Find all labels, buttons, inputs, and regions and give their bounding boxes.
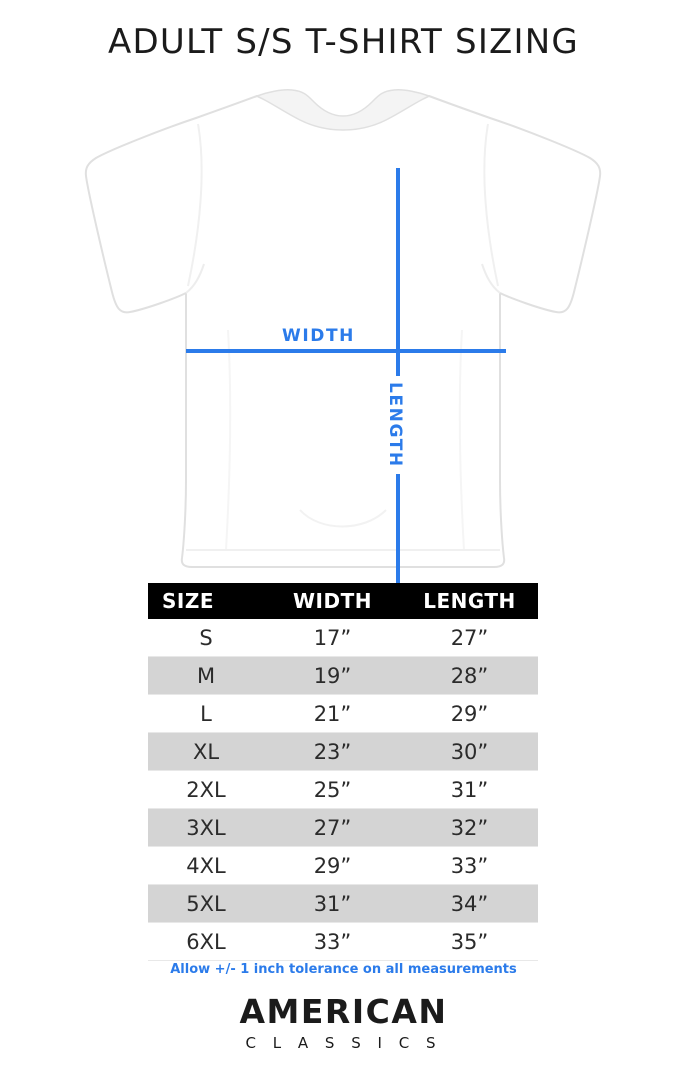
cell-size: XL	[148, 733, 264, 771]
cell-length: 32”	[401, 809, 538, 847]
length-label: LENGTH	[385, 376, 405, 474]
cell-length: 27”	[401, 619, 538, 657]
cell-width: 17”	[264, 619, 401, 657]
cell-size: S	[148, 619, 264, 657]
cell-length: 29”	[401, 695, 538, 733]
header-width: WIDTH	[264, 583, 401, 619]
cell-width: 31”	[264, 885, 401, 923]
table-row	[148, 847, 538, 885]
cell-size: L	[148, 695, 264, 733]
cell-length: 30”	[401, 733, 538, 771]
table-row	[148, 657, 538, 695]
cell-size: M	[148, 657, 264, 695]
size-table-head	[148, 583, 538, 619]
cell-length: 33”	[401, 847, 538, 885]
cell-width: 23”	[264, 733, 401, 771]
table-row	[148, 695, 538, 733]
cell-width: 33”	[264, 923, 401, 961]
tshirt-diagram	[0, 80, 687, 570]
header-length: LENGTH	[401, 583, 538, 619]
brand-subtitle: C L A S S I C S	[245, 1034, 442, 1052]
cell-width: 21”	[264, 695, 401, 733]
table-row	[148, 733, 538, 771]
table-row	[148, 885, 538, 923]
cell-width: 25”	[264, 771, 401, 809]
table-row	[148, 619, 538, 657]
table-row	[148, 809, 538, 847]
cell-size: 2XL	[148, 771, 264, 809]
cell-length: 31”	[401, 771, 538, 809]
cell-size: 3XL	[148, 809, 264, 847]
cell-size: 6XL	[148, 923, 264, 961]
width-measure-line	[186, 349, 506, 353]
table-header-row	[148, 583, 538, 619]
width-label: WIDTH	[276, 326, 361, 346]
size-table	[148, 583, 538, 961]
cell-width: 19”	[264, 657, 401, 695]
table-row	[148, 771, 538, 809]
cell-size: 5XL	[148, 885, 264, 923]
cell-width: 29”	[264, 847, 401, 885]
table-row	[148, 923, 538, 961]
tolerance-note: Allow +/- 1 inch tolerance on all measurements	[170, 962, 517, 977]
cell-length: 34”	[401, 885, 538, 923]
brand-name: AMERICAN	[239, 992, 448, 1031]
cell-length: 35”	[401, 923, 538, 961]
size-table-body	[148, 619, 538, 961]
cell-width: 27”	[264, 809, 401, 847]
header-size: SIZE	[148, 583, 264, 619]
tshirt-illustration	[0, 80, 687, 570]
size-table-container	[148, 583, 538, 961]
cell-length: 28”	[401, 657, 538, 695]
page-title: ADULT S/S T-SHIRT SIZING	[108, 22, 579, 62]
cell-size: 4XL	[148, 847, 264, 885]
